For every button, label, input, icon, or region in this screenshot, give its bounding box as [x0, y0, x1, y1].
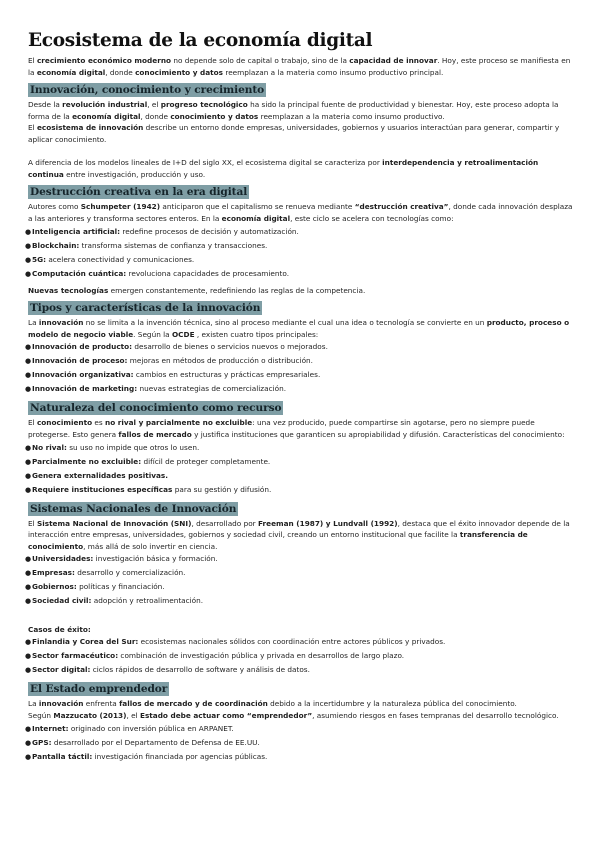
text-run: transforma sistemas de confianza y transacciones.	[79, 240, 268, 250]
list-item	[25, 225, 574, 239]
text-run: para su gestión y difusión.	[172, 484, 272, 494]
text-run: . Según la	[133, 329, 172, 339]
bold-text: innovación	[38, 318, 84, 328]
text-run: , desarrollado por	[191, 518, 259, 528]
bold-text: Gobiernos:	[32, 582, 77, 592]
text-run: investigación básica y formación.	[93, 554, 218, 564]
bold-text: Estado debe actuar como “emprendedor”	[139, 711, 313, 721]
text-run: ha sido la principal fuente de productividad y bienestar. Hoy, este proceso adopta la forma de la	[28, 100, 559, 121]
intro-paragraph	[28, 55, 574, 78]
list-item-text	[28, 457, 270, 466]
text-run: describe un entorno donde empresas, universidades, gobiernos y usuarios interactúan para generar, compartir y aplicar conocimiento.	[28, 123, 560, 144]
text-run: ecosistemas nacionales sólidos con coordinación entre actores públicos y privados.	[138, 637, 446, 647]
bold-text: Innovación organizativa:	[32, 370, 134, 380]
list-item	[25, 649, 574, 663]
list-item	[25, 722, 574, 736]
text-run: desarrollo y comercialización.	[74, 568, 186, 578]
text-run: reemplazan a la materia como insumo productivo.	[258, 111, 445, 121]
bold-text: Casos de éxito:	[28, 624, 91, 634]
section	[25, 180, 574, 296]
list-item-text	[28, 651, 404, 660]
bullet-icon: ●	[25, 638, 32, 647]
text-run: entre investigación, producción y uso.	[63, 169, 206, 179]
bold-text: Genera externalidades positivas.	[32, 470, 169, 480]
list-item-text	[28, 227, 299, 236]
bold-text: fallos de mercado	[118, 429, 192, 439]
list-item	[25, 594, 574, 608]
paragraph	[28, 417, 574, 440]
paragraph	[28, 201, 574, 224]
section-heading: Destrucción creativa en la era digital	[30, 186, 248, 199]
paragraph	[28, 710, 574, 722]
bold-text: Sistema Nacional de Innovación (SNI)	[36, 518, 192, 528]
text-run: , destaca que el éxito innovador depende de la interacción entre empresas, universidades, gobiernos y sociedad civil, creando un entorno institucional que facilite la	[28, 518, 570, 540]
text-run: anticiparon que el capitalismo se renueva mediante	[160, 202, 355, 212]
section	[25, 296, 574, 396]
bullet-icon: ●	[25, 724, 32, 733]
list-item-text	[28, 356, 313, 365]
text-run: revoluciona capacidades de procesamiento.	[126, 268, 290, 278]
text-run: El	[28, 123, 37, 133]
bold-text: conocimiento	[36, 418, 93, 428]
bold-text: Computación cuántica:	[32, 268, 127, 278]
section-heading: Innovación, conocimiento y crecimiento	[30, 84, 265, 97]
text-run: difícil de proteger completamente.	[141, 456, 271, 466]
bold-text: revolución industrial	[62, 100, 148, 110]
paragraph	[28, 698, 574, 710]
paragraph	[28, 122, 574, 145]
bullet-icon: ●	[25, 471, 32, 480]
list-item-text	[28, 241, 267, 250]
section	[25, 497, 574, 678]
text-run: políticas y financiación.	[76, 582, 165, 592]
list-item-text	[28, 342, 328, 351]
text-run: nuevas estrategias de comercialización.	[137, 384, 287, 394]
list-item-text	[28, 738, 260, 747]
text-run: , donde	[140, 111, 171, 121]
text-run: , este ciclo se acelera con tecnologías como:	[290, 213, 454, 223]
paragraph	[28, 624, 574, 636]
bold-text: no rival y parcialmente no excluible	[105, 418, 253, 428]
text-run: enfrenta	[83, 699, 120, 709]
bullet-icon: ●	[25, 227, 32, 236]
bullet-icon: ●	[25, 385, 32, 394]
document-body	[25, 78, 574, 763]
bold-text: interdependencia y retroalimentación continua	[28, 158, 539, 179]
spacer	[28, 608, 574, 620]
bullet-icon: ●	[25, 371, 32, 380]
text-run: , el	[147, 100, 161, 110]
text-run: La	[28, 318, 39, 328]
bullet-icon: ●	[25, 597, 32, 606]
text-run: Desde la	[28, 100, 63, 110]
text-run: acelera conectividad y comunicaciones.	[46, 254, 195, 264]
bold-text: Freeman (1987) y Lundvall (1992)	[258, 518, 398, 528]
text-run: El	[28, 418, 37, 428]
bullet-icon: ●	[25, 241, 32, 250]
bold-text: conocimiento y datos	[170, 111, 259, 121]
bullet-icon: ●	[25, 555, 32, 564]
list-item	[25, 354, 574, 368]
text-run: es	[92, 418, 106, 428]
bold-text: Sector digital:	[32, 665, 91, 675]
list-item	[25, 239, 574, 253]
section-heading: El Estado emprendedor	[30, 683, 168, 696]
text-run: El	[28, 56, 37, 65]
paragraph	[28, 285, 574, 297]
text-run: . Hoy, este proceso se manifiesta en la	[28, 56, 571, 77]
list-item-text	[28, 752, 267, 761]
list-item	[25, 552, 574, 566]
bold-text: Innovación de marketing:	[32, 384, 138, 394]
bullet-icon: ●	[25, 583, 32, 592]
text-run: , más allá de solo invertir en ciencia.	[83, 541, 218, 551]
text-run: El	[28, 518, 37, 528]
section-heading: Sistemas Nacionales de Innovación	[30, 502, 237, 515]
bold-text: Innovación de proceso:	[32, 356, 128, 366]
text-run: A diferencia de los modelos lineales de I+D del siglo XX, el ecosistema digital se caracteriza por	[28, 158, 383, 168]
list-item	[25, 483, 574, 497]
bold-text: economía digital	[36, 67, 106, 77]
list-item	[25, 580, 574, 594]
bullet-list	[25, 722, 574, 764]
list-item	[25, 253, 574, 267]
text-run: y justifica instituciones que garanticen su apropiabilidad y difusión. Características del conocimiento:	[191, 429, 565, 439]
list-item-text	[28, 554, 218, 563]
bold-text: fallos de mercado y de coordinación	[119, 699, 268, 709]
bold-text: OCDE	[171, 329, 195, 339]
list-item-text	[28, 384, 286, 393]
bullet-icon: ●	[25, 269, 32, 278]
bold-text: Empresas:	[32, 568, 75, 578]
document-title: Ecosistema de la economía digital	[28, 30, 373, 51]
bold-text: Pantalla táctil:	[32, 751, 93, 761]
list-item-text	[28, 724, 234, 733]
text-run: debido a la incertidumbre y la naturaleza pública del conocimiento.	[267, 699, 517, 709]
bullet-icon: ●	[25, 666, 32, 675]
list-item-text	[28, 471, 168, 480]
text-run: combinación de investigación pública y privada en desarrollos de largo plazo.	[118, 651, 405, 661]
bold-text: crecimiento económico moderno	[36, 56, 172, 65]
bold-text: capacidad de innovar	[349, 56, 438, 65]
text-run: redefine procesos de decisión y automatización.	[120, 226, 299, 236]
text-run: Autores como	[28, 202, 81, 212]
bold-text: Universidades:	[32, 554, 94, 564]
text-run: , asumiendo riesgos en fases tempranas del desarrollo tecnológico.	[312, 711, 559, 721]
bold-text: innovación	[38, 699, 84, 709]
bold-text: Sector farmacéutico:	[32, 651, 119, 661]
bold-text: producto, proceso o modelo de negocio viable	[28, 318, 570, 339]
list-item-text	[28, 485, 271, 494]
text-run: Según	[28, 711, 54, 721]
bullet-list	[25, 635, 574, 677]
list-item	[25, 566, 574, 580]
list-item	[25, 382, 574, 396]
bold-text: No rival:	[32, 442, 67, 452]
bold-text: ecosistema de innovación	[36, 123, 144, 133]
bold-text: Internet:	[32, 723, 69, 733]
section	[25, 396, 574, 496]
bullet-icon: ●	[25, 255, 32, 264]
list-item-text	[28, 269, 289, 278]
section	[25, 677, 574, 763]
bold-text: conocimiento y datos	[135, 67, 224, 77]
list-item	[25, 441, 574, 455]
list-item	[25, 663, 574, 677]
list-item-text	[28, 582, 165, 591]
section-heading: Naturaleza del conocimiento como recurso	[30, 402, 282, 415]
bullet-list	[25, 552, 574, 608]
text-run: , donde	[105, 67, 136, 77]
paragraph	[28, 317, 574, 340]
text-run: investigación financiada por agencias públicas.	[92, 751, 268, 761]
paragraph	[28, 99, 574, 122]
bold-text: GPS:	[32, 737, 52, 747]
list-item	[25, 635, 574, 649]
bullet-icon: ●	[25, 457, 32, 466]
bold-text: Parcialmente no excluible:	[32, 456, 142, 466]
list-item	[25, 455, 574, 469]
text-run: , donde cada innovación desplaza a las anteriores y transforma sectores enteros. En la	[28, 202, 573, 223]
bullet-icon: ●	[25, 752, 32, 761]
text-run: adopción y retroalimentación.	[91, 596, 204, 606]
list-item	[25, 340, 574, 354]
spacer	[28, 146, 574, 158]
list-item-text	[28, 637, 445, 646]
bullet-list	[25, 340, 574, 396]
paragraph	[28, 157, 574, 180]
list-item-text	[28, 370, 320, 379]
bold-text: “destrucción creativa”	[354, 202, 449, 212]
bold-text: 5G:	[32, 254, 46, 264]
bullet-list	[25, 441, 574, 497]
bullet-icon: ●	[25, 652, 32, 661]
text-run: desarrollo de bienes o servicios nuevos o mejorados.	[132, 342, 328, 352]
bold-text: Sociedad civil:	[32, 596, 92, 606]
bold-text: progreso tecnológico	[160, 100, 248, 110]
bullet-list	[25, 225, 574, 281]
text-run: no depende solo de capital o trabajo, sino de la	[171, 56, 350, 65]
bold-text: Inteligencia artificial:	[32, 226, 121, 236]
bullet-icon: ●	[25, 357, 32, 366]
text-run: mejoras en métodos de producción o distribución.	[127, 356, 313, 366]
list-item	[25, 469, 574, 483]
list-item	[25, 750, 574, 764]
list-item	[25, 368, 574, 382]
text-run: , el	[126, 711, 140, 721]
text-run: desarrollado por el Departamento de Defensa de EE.UU.	[51, 737, 260, 747]
bullet-icon: ●	[25, 343, 32, 352]
list-item-text	[28, 665, 310, 674]
list-item-text	[28, 443, 199, 452]
list-item	[25, 267, 574, 281]
bullet-icon: ●	[25, 569, 32, 578]
bold-text: Requiere instituciones específicas	[32, 484, 173, 494]
bold-text: Schumpeter (1942)	[80, 202, 161, 212]
bullet-icon: ●	[25, 738, 32, 747]
text-run: reemplazan a la materia como insumo productivo principal.	[223, 67, 444, 77]
bold-text: transferencia de conocimiento	[28, 530, 528, 551]
bold-text: Nuevas tecnologías	[28, 285, 109, 295]
text-run: , existen cuatro tipos principales:	[194, 329, 319, 339]
bullet-icon: ●	[25, 485, 32, 494]
text-run: La	[28, 699, 39, 709]
text-run: emergen constantemente, redefiniendo las reglas de la competencia.	[108, 285, 366, 295]
text-run: : una vez producido, puede compartirse sin agotarse, pero no siempre puede protegerse. Esto genera	[28, 418, 535, 439]
list-item-text	[28, 596, 203, 605]
text-run: su uso no impide que otros lo usen.	[66, 442, 200, 452]
bold-text: economía digital	[221, 213, 291, 223]
list-item-text	[28, 255, 194, 264]
text-run: originado con inversión pública en ARPANET.	[68, 723, 234, 733]
text-run: no se limita a la invención técnica, sino al proceso mediante el cual una idea o tecnología se convierte en un	[83, 318, 487, 328]
section-heading: Tipos y características de la innovación	[30, 302, 261, 315]
section	[28, 78, 574, 180]
text-run: cambios en estructuras y prácticas empresariales.	[133, 370, 321, 380]
bold-text: economía digital	[72, 111, 141, 121]
paragraph	[28, 518, 574, 553]
bold-text: Finlandia y Corea del Sur:	[32, 637, 139, 647]
bold-text: Blockchain:	[32, 240, 80, 250]
bullet-icon: ●	[25, 443, 32, 452]
list-item	[25, 736, 574, 750]
text-run: ciclos rápidos de desarrollo de software y análisis de datos.	[90, 665, 310, 675]
bold-text: Innovación de producto:	[32, 342, 133, 352]
bold-text: Mazzucato (2013)	[53, 711, 127, 721]
list-item-text	[28, 568, 185, 577]
